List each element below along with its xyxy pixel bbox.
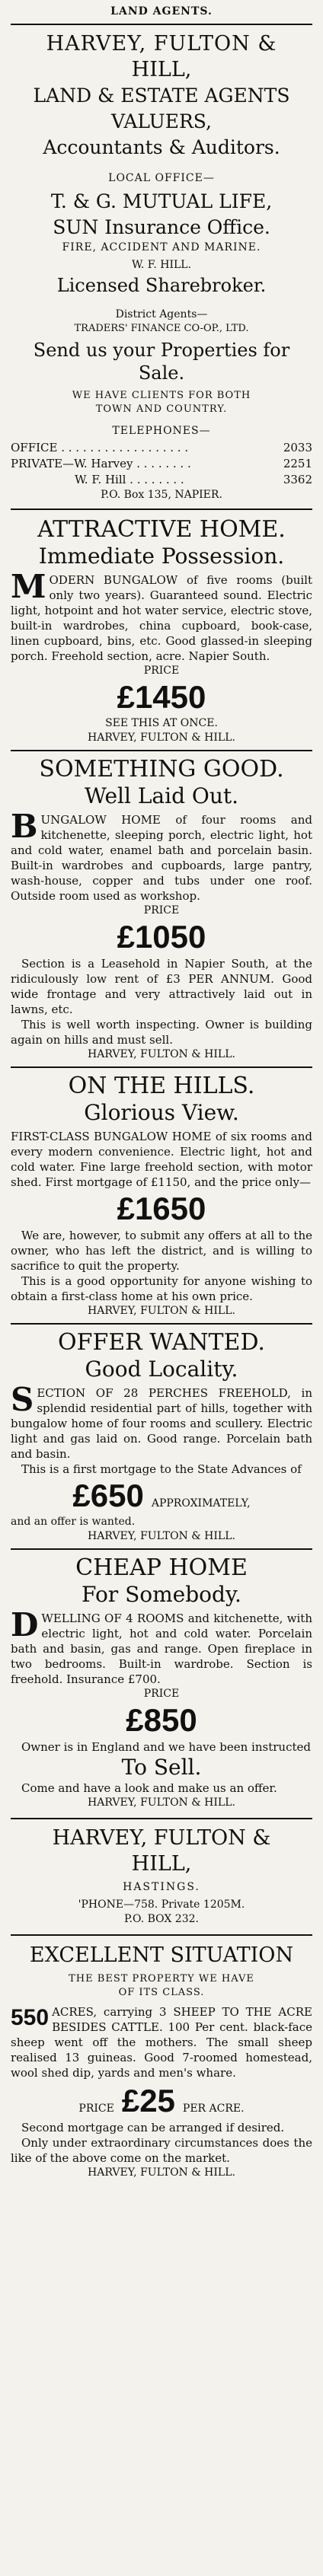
ad-subtitle: Immediate Possession. [38,544,285,569]
divider [11,1934,312,1936]
drop-cap: D [11,1606,39,1643]
ad-body: B UNGALOW HOME of four rooms and kitchenette, sleeping porch, electric light, hot and cold water, enamel bath and porcelain basin. Built-in wardrobes and cupboards, large pantry, wash-house, copper and tubs under one roof. Outside room used as workshop. [11,808,312,903]
ad-subtitle: Well Laid Out. [84,783,239,808]
price-label: PRICE [143,1688,180,1700]
district-agents-label: District Agents— [115,308,208,320]
firm-name-line2: HILL, [131,58,192,81]
firm-tagline-3: Accountants & Auditors. [43,136,280,158]
ad-signature: HARVEY, FULTON & HILL. [88,1305,235,1317]
ad-body: FIRST-CLASS BUNGALOW HOME of six rooms and every modern convenience. Electric light, hot and cold water. Fine large freehold section, with motor shed. First mortgage of £1150, and the price only— [11,1130,312,1189]
ad-body-3: This is a good opportunity for anyone wishing to obtain a first-class home at his own price. [11,1274,312,1303]
price-row [11,1477,312,1515]
ad-signature: HARVEY, FULTON & HILL. [88,2166,235,2179]
firm-header [11,31,312,161]
divider [11,750,312,751]
ad-body-2: We are, however, to submit any offers at all to the owner, who has left the district, and is willing to sacrifice to quit the property. [11,1229,312,1273]
footer-firm-block [11,1825,312,1927]
ad-body-3: and an offer is wanted. [11,1516,136,1528]
telephone-number: 3362 [283,473,312,486]
divider [11,1323,312,1325]
ad-body: S ECTION OF 28 PERCHES FREEHOLD, in splendid residential part of hills, together with bungalow home of four rooms and scullery. Electric light and gas laid on. Good range. Porcelain bath and basin. [11,1381,312,1461]
footer-phone: 'PHONE—758. Private 1205M. [78,1899,245,1911]
ad-something-good [11,756,312,1062]
price: £25 [121,2083,175,2119]
send-properties-line2: Sale. [138,362,185,384]
ad-on-the-hills [11,1073,312,1318]
acres-figure: 550 [11,2005,50,2030]
ad-note: SEE THIS AT ONCE. [105,717,218,729]
price-row [11,2082,312,2120]
price: £1650 [117,1191,206,1226]
district-agents-company: TRADERS' FINANCE CO-OP., LTD. [74,323,249,334]
ad-attractive-home [11,516,312,745]
ad-subtitle: Good Locality. [85,1357,238,1382]
ad-intro-2: OF ITS CLASS. [118,1987,205,1998]
telephone-number: 2251 [283,457,312,470]
ad-offer-wanted [11,1329,312,1544]
clients-line2: TOWN AND COUNTRY. [95,403,228,415]
divider [11,1548,312,1550]
ad-body-2: Second mortgage can be arranged if desired. [21,2121,285,2134]
fire-accident-marine: FIRE, ACCIDENT AND MARINE. [62,241,261,253]
telephone-row [11,472,312,488]
drop-cap: S [11,1381,34,1418]
ad-title: ON THE HILLS. [68,1073,255,1099]
ad-body: D WELLING OF 4 ROOMS and kitchenette, with electric light, hot and cold water. Porcelain bath and basin, gas and range. Open fireplace in two bedrooms. Built-in wardrobe. Section is freehold. Insurance £700. [11,1606,312,1686]
firm-name-line1: HARVEY, FULTON & [46,32,277,56]
company-sun-insurance: SUN Insurance Office. [53,216,270,238]
price-label: PRICE [143,904,180,917]
telephone-number: 2033 [283,441,312,454]
ad-signature: HARVEY, FULTON & HILL. [88,1797,235,1809]
section-header: LAND AGENTS. [110,5,213,18]
company-tg-mutual: T. & G. MUTUAL LIFE, [50,190,273,212]
local-office-label: LOCAL OFFICE— [108,172,215,184]
ad-body-3: This is well worth inspecting. Owner is building again on hills and must sell. [11,1018,312,1047]
drop-cap: B [11,808,38,845]
price: £1050 [117,919,206,955]
ad-title: ATTRACTIVE HOME. [37,516,286,543]
firm-tagline-1: LAND & ESTATE AGENTS [33,84,290,107]
divider [11,24,312,25]
firm-tagline-2: VALUERS, [111,110,212,132]
ad-cheap-home [11,1554,312,1810]
ad-body: 550 ACRES, carrying 3 SHEEP TO THE ACRE BESIDES CATTLE. 100 Per cent. black-face sheep went off the mothers. The small sheep realised 13 guineas. Good 7-roomed homestead, wool shed dip, yards and men's whare. [11,2005,312,2080]
broker-title: Licensed Sharebroker. [56,275,267,296]
price: £650 [72,1478,144,1513]
footer-town: HASTINGS. [123,1881,200,1893]
telephone-label: W. F. Hill . . . . . . . . [75,473,184,486]
footer-firm-name-line2: HILL, [131,1852,192,1876]
ad-body-2: This is a first mortgage to the State Advances of [21,1462,302,1476]
ad-signature: HARVEY, FULTON & HILL. [88,1048,235,1060]
price-label: PRICE [143,665,180,677]
price-row [11,664,312,678]
ad-body-3: Only under extraordinary circumstances does the like of the above come on the market. [11,2136,312,2165]
divider [11,509,312,510]
telephone-row [11,456,312,472]
ad-subtitle: For Somebody. [82,1582,241,1607]
send-properties-line1: Send us your Properties for [33,340,290,361]
clients-line1: WE HAVE CLIENTS FOR BOTH [72,390,251,401]
ad-body-3: Come and have a look and make us an offer. [21,1781,277,1795]
ad-title: EXCELLENT SITUATION [29,1943,294,1967]
local-office-block [11,171,312,298]
ad-signature: HARVEY, FULTON & HILL. [88,732,235,744]
ad-title: SOMETHING GOOD. [39,756,284,783]
telephone-label: PRIVATE—W. Harvey . . . . . . . . [11,457,191,470]
ad-title: OFFER WANTED. [58,1329,265,1356]
telephone-row [11,440,312,456]
divider [11,1066,312,1068]
broker-name: W. F. HILL. [131,259,192,271]
ad-subtitle: Glorious View. [84,1100,239,1125]
ad-body-2: Owner is in England and we have been instructed [21,1740,311,1754]
ad-body-2: Section is a Leasehold in Napier South, at the ridiculously low rent of £3 PER ANNUM. Good wide frontage and very attractively laid out in lawns, etc. [11,957,312,1016]
footer-po-box: P.O. BOX 232. [124,1913,199,1925]
price-label: PRICE [78,2103,114,2115]
telephones-label: TELEPHONES— [112,425,211,437]
ad-intro-1: THE BEST PROPERTY WE HAVE [69,1973,254,1985]
footer-firm-name-line1: HARVEY, FULTON & [52,1826,271,1850]
ad-subtitle-2: To Sell. [121,1755,202,1780]
ad-signature: HARVEY, FULTON & HILL. [88,1530,235,1542]
ad-title: CHEAP HOME [75,1554,248,1581]
telephones-block [11,424,312,502]
price-unit: PER ACRE. [182,2103,245,2115]
po-box: P.O. Box 135, NAPIER. [101,489,222,501]
price-approx: APPROXIMATELY, [151,1497,251,1510]
ad-excellent-situation [11,1942,312,2180]
drop-cap: M [11,568,46,605]
price: £850 [126,1702,197,1738]
send-properties-block [11,339,312,416]
divider [11,1818,312,1819]
telephone-label: OFFICE . . . . . . . . . . . . . . . . . . [11,441,189,454]
district-agents-block [11,308,312,336]
price: £1450 [117,679,206,715]
ad-body: M ODERN BUNGALOW of five rooms (built only two years). Guaranteed sound. Electric light, hotpoint and hot water service, electric stove, built-in wardrobes, china cupboard, book-case, linen cupboard, bins, etc. Good glassed-in sleeping porch. Freehold section, acre. Napier South. [11,568,312,663]
